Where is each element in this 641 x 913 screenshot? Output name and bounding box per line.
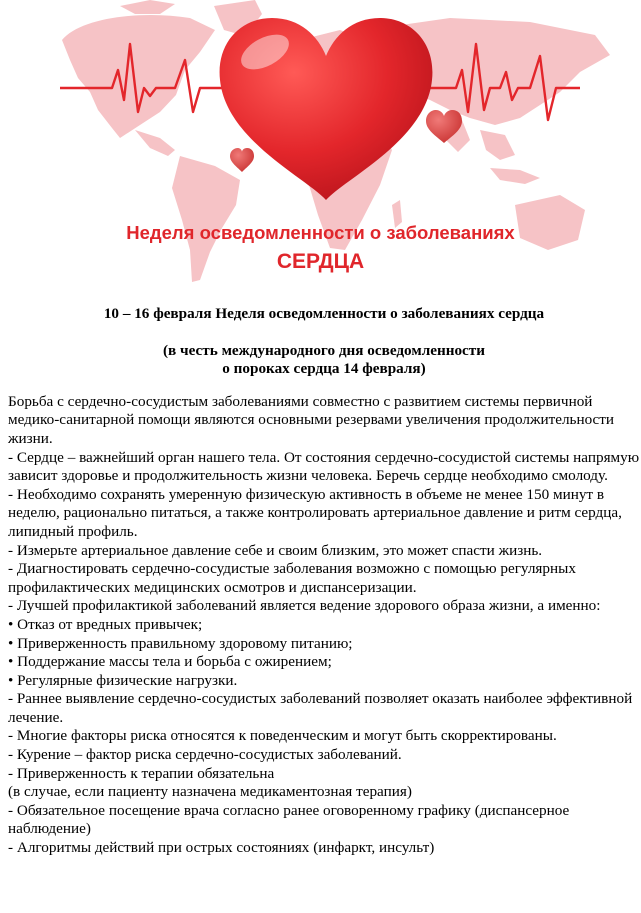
paragraph: - Измерьте артериальное давление себе и своим близким, это может спасти жизнь. [8, 541, 543, 559]
paragraph: - Многие факторы риска относятся к поведенческим и могут быть скорректированы. [8, 727, 557, 745]
paragraph: - Приверженность к терапии обязательна [8, 764, 275, 782]
small-heart-icon [230, 148, 254, 172]
paragraph: - Необходимо сохранять умеренную физическую активность в объеме не менее 150 минут в неделю, рационально питаться, а также контролировать артериальное давление и ритм сердца, липидный профиль. [8, 485, 622, 540]
content-list [8, 393, 640, 858]
list-item: • Отказ от вредных привычек; [8, 615, 203, 633]
list-item: • Поддержание массы тела и борьба с ожирением; [8, 653, 332, 671]
paragraph: - Раннее выявление сердечно-сосудистых заболеваний позволяет оказать наиболее эффективной лечение. [8, 690, 633, 726]
subtitle-line-1: (в честь международного дня осведомленности [163, 341, 485, 359]
list-item: • Регулярные физические нагрузки. [8, 671, 238, 689]
page-title: 10 – 16 февраля Неделя осведомленности о заболеваниях сердца [103, 305, 545, 322]
list-item: • Приверженность правильному здоровому питанию; [8, 634, 353, 652]
paragraph: - Алгоритмы действий при острых состояниях (инфаркт, инсульт) [8, 839, 435, 857]
paragraph: (в случае, если пациенту назначена медикаментозная терапия) [8, 783, 412, 801]
paragraph: Борьба с сердечно-сосудистым заболеваниями совместно с развитием системы первичной медико-санитарной помощи являются основными резервами увеличения продолжительности жизни. [8, 392, 615, 447]
paragraph: - Обязательное посещение врача согласно ранее оговоренному графику (диспансерное наблюдение) [8, 801, 570, 838]
paragraph: - Лучшей профилактикой заболеваний является ведение здорового образа жизни, а именно: [8, 597, 601, 615]
subtitle-line-2: о пороках сердца 14 февраля) [222, 360, 426, 378]
paragraph: - Диагностировать сердечно-сосудистые заболевания возможно с помощью регулярных профилактических медицинских осмотров и диспансеризации. [8, 560, 576, 596]
header-banner [0, 0, 641, 300]
paragraph: - Сердце – важнейший орган нашего тела. От состояния сердечно-сосудистой системы напрямую зависит здоровье и продолжительность жизни человека. Беречь сердце необходимо смолоду. [8, 448, 640, 485]
paragraph: - Курение – фактор риска сердечно-сосудистых заболеваний. [8, 746, 402, 764]
banner-title: Неделя осведомленности о заболеваниях [126, 222, 515, 243]
page-subtitle [8, 342, 640, 379]
banner-subtitle: СЕРДЦА [276, 250, 365, 273]
document-body [8, 305, 640, 858]
